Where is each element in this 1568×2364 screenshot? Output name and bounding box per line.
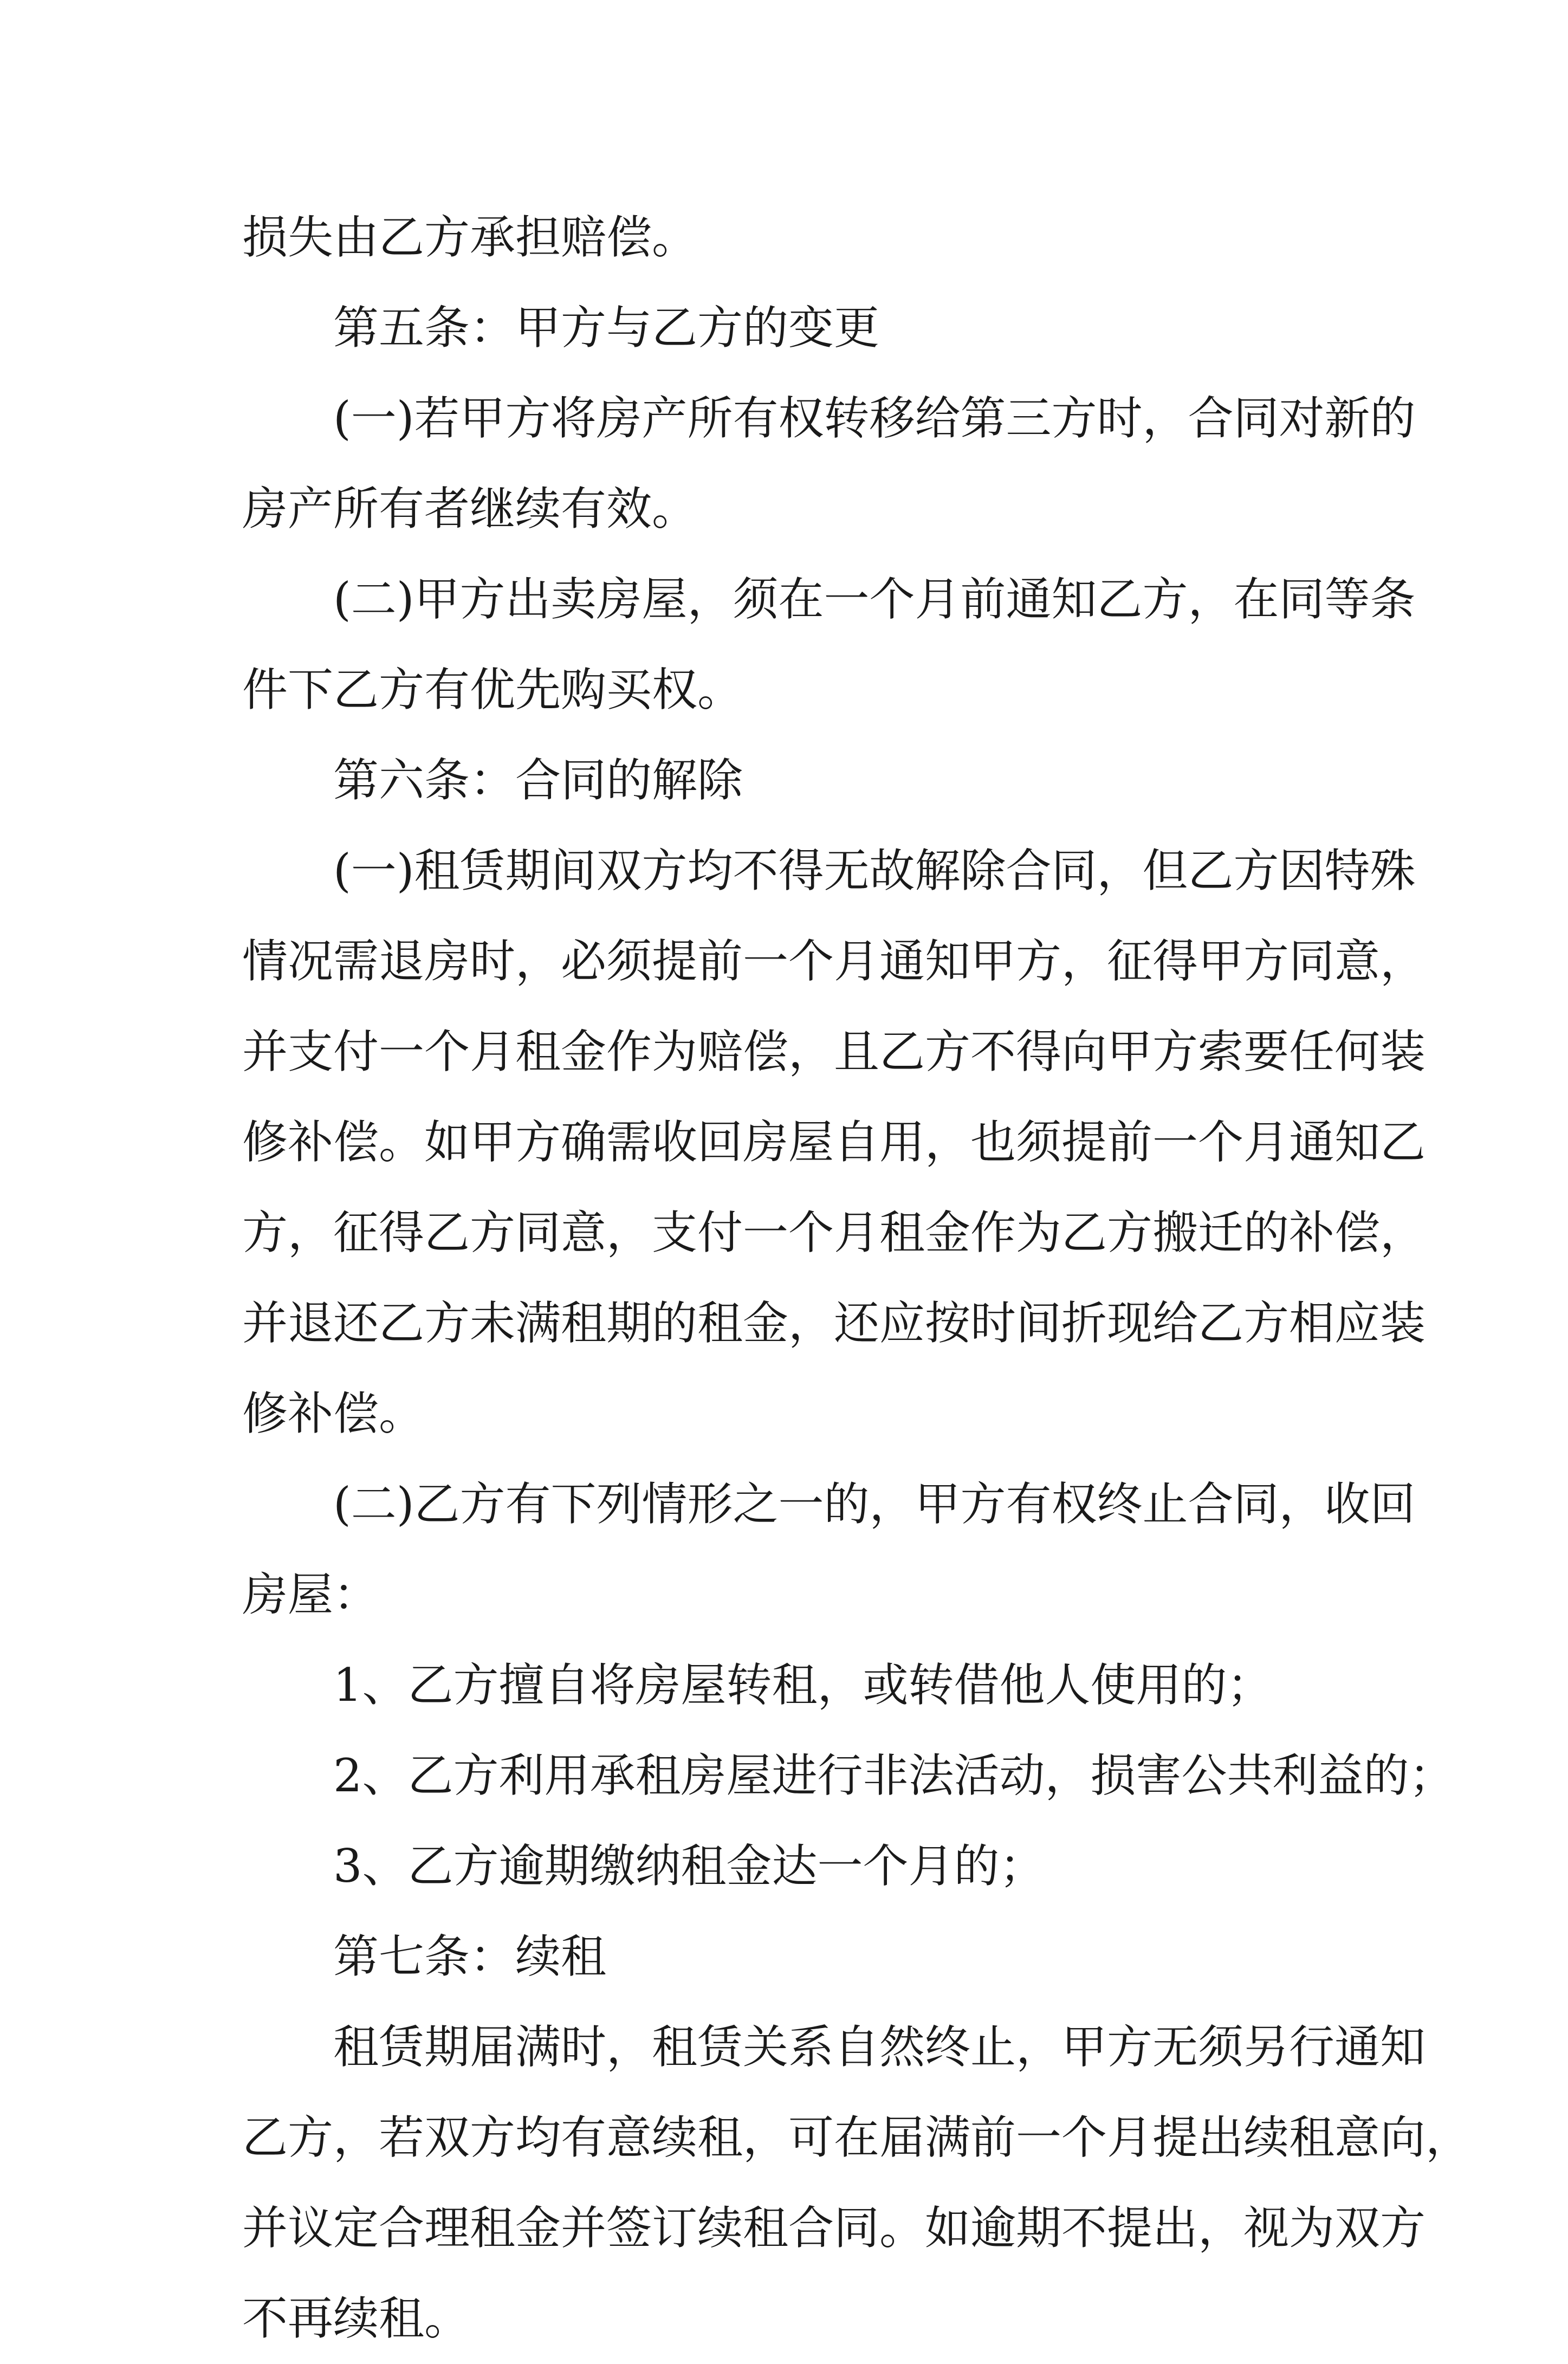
text-line: 损失由乙方承担赔偿。 xyxy=(242,211,698,264)
text-line: 并支付一个月租金作为赔偿，且乙方不得向甲方索要任何装 xyxy=(242,1025,1426,1078)
text-line: 修补偿。如甲方确需收回房屋自用，也须提前一个月通知乙 xyxy=(242,1116,1426,1169)
text-line: 租赁期届满时，租赁关系自然终止，甲方无须另行通知 xyxy=(333,2020,1426,2074)
text-line: 第七条：续租 xyxy=(333,1930,607,1983)
text-line: 房屋： xyxy=(242,1568,379,1621)
text-line: (二)乙方有下列情形之一的，甲方有权终止合同，收回 xyxy=(333,1478,1416,1531)
text-line: (一)若甲方将房产所有权转移给第三方时，合同对新的 xyxy=(333,392,1416,445)
text-line: 2、乙方利用承租房屋进行非法活动，损害公共利益的； xyxy=(333,1749,1455,1802)
text-line: 第五条：甲方与乙方的变更 xyxy=(333,301,880,354)
text-line: 方，征得乙方同意，支付一个月租金作为乙方搬迁的补偿， xyxy=(242,1206,1426,1259)
text-line: 1、乙方擅自将房屋转租，或转借他人使用的； xyxy=(333,1659,1273,1712)
text-line: (一)租赁期间双方均不得无故解除合同，但乙方因特殊 xyxy=(333,844,1416,897)
text-line: 并议定合理租金并签订续租合同。如逾期不提出，视为双方 xyxy=(242,2201,1426,2255)
document-page xyxy=(242,192,1472,2364)
text-line: 修补偿。 xyxy=(242,1387,425,1440)
text-line: 件下乙方有优先购买权。 xyxy=(242,663,743,716)
text-line: 3、乙方逾期缴纳租金达一个月的； xyxy=(333,1840,1045,1893)
text-line: 第六条：合同的解除 xyxy=(333,754,743,807)
text-line: 并退还乙方未满租期的租金，还应按时间折现给乙方相应装 xyxy=(242,1297,1426,1350)
text-line: 乙方，若双方均有意续租，可在届满前一个月提出续租意向， xyxy=(242,2111,1472,2164)
text-line: 情况需退房时，必须提前一个月通知甲方，征得甲方同意， xyxy=(242,935,1426,988)
text-line: 房产所有者继续有效。 xyxy=(242,482,698,535)
text-line: 不再续租。 xyxy=(242,2292,470,2345)
text-line: (二)甲方出卖房屋，须在一个月前通知乙方，在同等条 xyxy=(333,573,1416,626)
